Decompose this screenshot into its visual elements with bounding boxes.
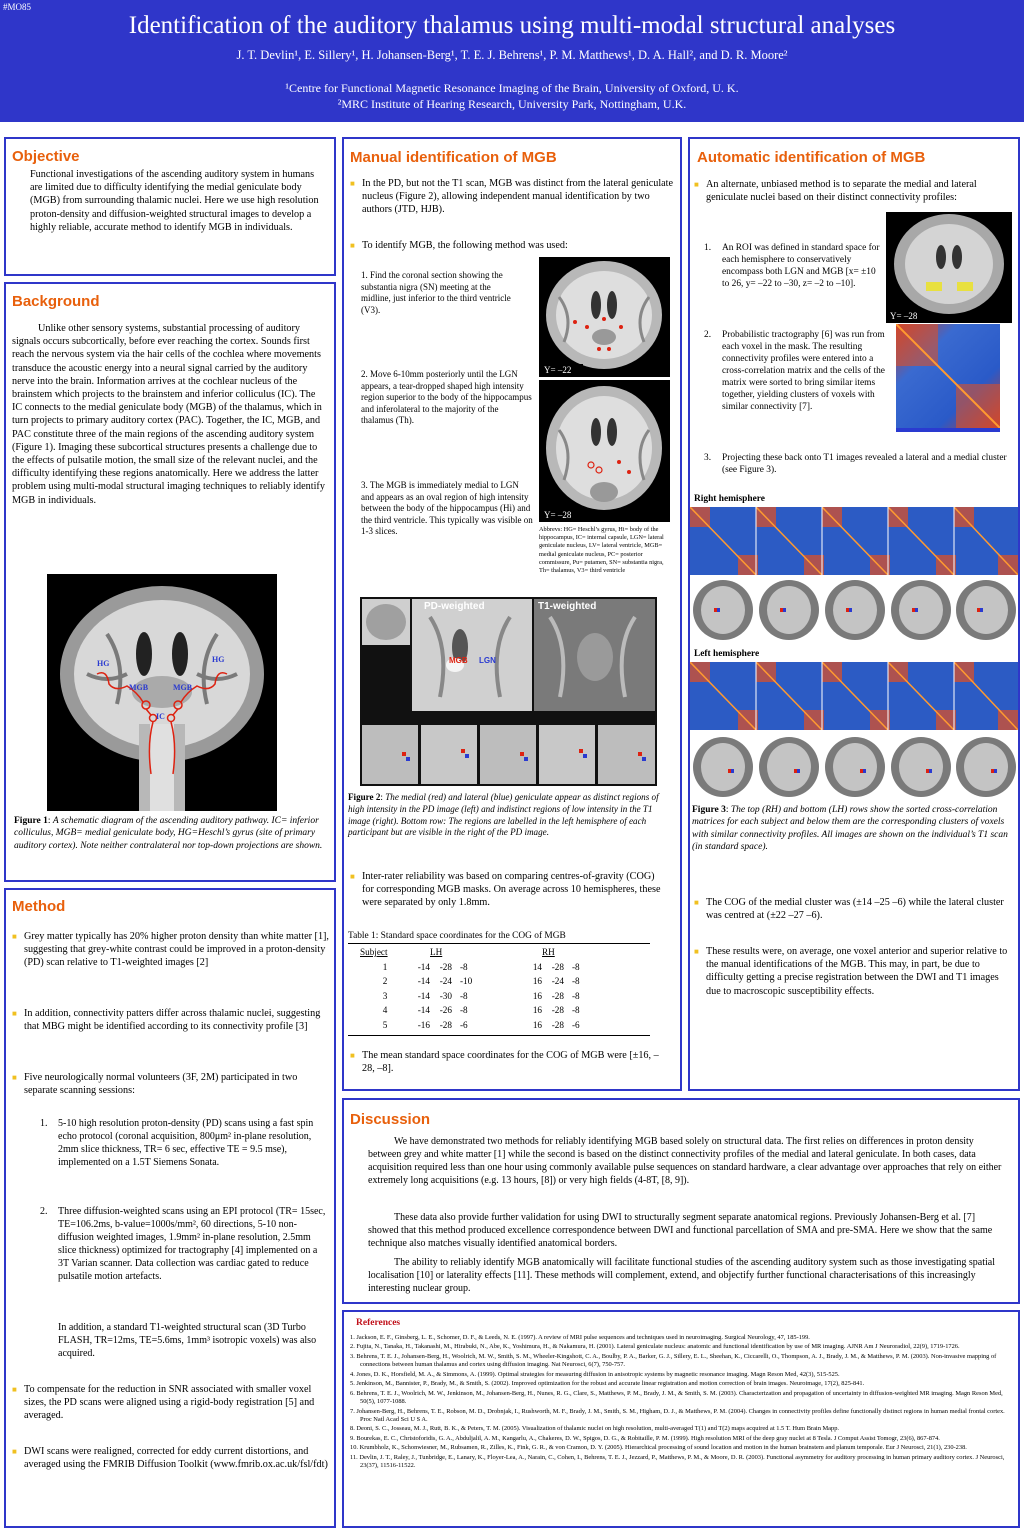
automatic-lh-label: Left hemisphere [694, 649, 760, 659]
affiliation-oxford: ¹Centre for Functional Magnetic Resonance Imaging of the Brain, University of Oxford, U. K. [285, 81, 739, 95]
fig1-label-ic: IC [156, 712, 165, 721]
automatic-correlation-matrix [896, 324, 1000, 432]
figure-2-caption-text: The medial (red) and lateral (blue) geniculate appear as distinct regions of high intensity in the PD image (left) and indistinct regions of low intensity in the T1 image (right). Bottom row: The regions are labelled in the left hemisphere of each participant but are visible in the right of the PD image. [348, 792, 659, 838]
fig2-t1-label: T1-weighted [538, 601, 597, 612]
discussion-title: Discussion [350, 1111, 431, 1128]
fig1-label-hg-left: HG [97, 659, 110, 668]
cog-cell-rh-y: -28 [551, 990, 564, 1001]
cog-cell-lh-z: -8 [460, 990, 468, 1001]
method-item-t1-scan: In addition, a standard T1-weighted structural scan (3D Turbo FLASH, TR=12ms, TE=5.6ms, 1mm³ isotropic voxels) was also acquired. [58, 1322, 317, 1359]
lh-matrices-row [690, 662, 1018, 730]
cog-table [360, 945, 620, 1032]
cog-cell-rh-x: 16 [532, 1005, 542, 1016]
manual-bullet-pd-distinct: ■ In the PD, but not the T1 scan, MGB was distinct from the lateral geniculate nucleus (Figure 2), allowing independent manual identification by two authors (JTD, HJB). [350, 177, 676, 217]
automatic-bullet-results: ■ These results were, on average, one voxel anterior and superior relative to the manual identifications of the MGB. This may, in part, be due to difficulty getting a precise registration between the DWI and T1 images due to macroscopic susceptibility effects. [694, 945, 1012, 998]
cog-cell-lh-x: -16 [417, 1019, 430, 1030]
automatic-step-2-text: Probabilistic tractography [6] was run from each voxel in the mask. The resulting connectivity profiles were entered into a cross-correlation matrix and the cells of the matrix were sorted to bring similar items together, yielding clusters of voxels with similar connectivity [7]. [722, 330, 885, 412]
cog-cell-rh-x: 16 [532, 990, 542, 1001]
automatic-title: Automatic identification of MGB [697, 149, 926, 166]
cog-cell-rh-y: -28 [551, 1019, 564, 1030]
references-list [350, 1334, 1014, 1472]
cog-cell-subject: 4 [382, 1005, 388, 1016]
table-1-bottom-rule [348, 1035, 650, 1036]
objective-title: Objective [12, 148, 80, 165]
method-bullet-pd: ■ Grey matter typically has 20% higher proton density than white matter [1], suggesting that grey-white contrast could be improved in a proton-density (PD) scan relative to T1-weighted images [2] [12, 930, 330, 970]
cog-table-row [360, 989, 620, 1004]
manual-slice-y22-label: Y= –22 [544, 365, 572, 375]
figure-1-caption-text: A schematic diagram of the ascending auditory pathway. IC= inferior colliculus, MGB= medial geniculate body, HG=Heschl’s gyrus (site of primary auditory cortex). Note neither contralateral nor top-down projections are shown. [14, 816, 323, 851]
method-title: Method [12, 898, 66, 915]
automatic-step-3-number: 3. [704, 453, 712, 463]
cog-cell-rh-z: -6 [572, 1019, 580, 1030]
cog-table-row [360, 974, 620, 989]
reference-item: 6. Behrens, T. E. J., Woolrich, M. W., Jenkinson, M., Johansen-Berg, H., Nunes, R. G., Clare, S., Matthews, P. M., Brady, J. M., & Smith, S. M. (2003). Characterization and propagation of uncertainty in diffusion-weighted MR imaging. Magn Reson Med, 50(5), 1077-1088. [350, 1389, 1003, 1406]
automatic-roi-image [886, 212, 1012, 323]
cog-cell-rh-x: 14 [532, 961, 542, 972]
manual-slice-y22-image [539, 257, 670, 377]
author-list: J. T. Devlin¹, E. Sillery¹, H. Johansen-Berg¹, T. E. J. Behrens¹, P. M. Matthews¹, D. A. Hall², and D. R. Moore² [236, 48, 788, 62]
cog-cell-rh-z: -8 [572, 976, 580, 987]
reference-item: 5. Jenkinson, M., Bannister, P., Brady, M., & Smith, S. (2002). Improved optimization for the robust and accurate linear registration and motion correction of brain images. Neuroimage, 17(2), 825-841. [350, 1380, 865, 1388]
background-title: Background [12, 293, 100, 310]
method-bullet-dwi-realign: ■ DWI scans were realigned, corrected for eddy current distortions, and averaged using the FMRIB Diffusion Toolkit (www.fmrib.ox.ac.uk/fsl/fdt) [12, 1445, 330, 1471]
reference-item: 11. Devlin, J. T., Raley, J., Tunbridge, E., Lanary, K., Floyer-Lea, A., Narain, C., Cohen, I., Behrens, T. E. J., Jezzard, P., Matthews, P. M., & Moore, D. R. (2003). Functional asymmetry for auditory processing in human primary auditory cortex. J Neurosci, 23(37), 11516-11522. [350, 1453, 1005, 1470]
cog-cell-lh-z: -10 [460, 976, 473, 987]
cog-cell-lh-z: -8 [460, 1005, 468, 1016]
figure-1-brain-image [47, 574, 277, 811]
cog-table-row [360, 1003, 620, 1018]
figure-1-caption-label: Figure 1 [14, 816, 48, 826]
cog-cell-rh-y: -28 [551, 1005, 564, 1016]
reference-item: 1. Jackson, E. F., Ginsberg, L. E., Schomer, D. F., & Leeds, N. E. (1997). A review of MRI pulse sequences and techniques used in neuroimaging. Surgical Neurology, 47, 185-199. [350, 1334, 810, 1341]
manual-step-3: 3. The MGB is immediately medial to LGN and appears as an oval region of high intensity between the body of the hippocampus (Hi) and the third ventricle. This typically was visible on 1-3 slices. [361, 480, 533, 536]
automatic-rh-label: Right hemisphere [694, 494, 765, 504]
cog-cell-subject: 1 [382, 961, 388, 972]
cog-cell-lh-x: -14 [417, 961, 430, 972]
method-bullet-connectivity: ■ In addition, connectivity patters differ across thalamic nuclei, suggesting that MBG might be identified according to its connectivity profile [3] [12, 1007, 330, 1033]
cog-table-row [360, 1018, 620, 1033]
fig2-pd-label: PD-weighted [424, 601, 485, 612]
reference-item: 7. Johansen-Berg, H., Behrens, T. E., Robson, M. D., Drobnjak, I., Rushworth, M. F., Brady, J. M., Smith, S. M., Higham, D. J., & Matthews, P. M. (2004). Changes in connectivity profiles define functionally distinct regions in human medial frontal cortex. Proc Natl Acad Sci U S A. [350, 1407, 1005, 1423]
rh-matrices-row [690, 507, 1018, 575]
method-bullet-registration: ■ To compensate for the reduction in SNR associated with smaller voxel sizes, the PD scans were aligned using a rigid-body registration [5] and averaged. [12, 1383, 330, 1423]
background-text: Unlike other sensory systems, substantial processing of auditory signals occurs subcortically, before ever reaching the cortex. Sounds first reach the nervous system via the hair cells of the cochlea where movements transduce the acoustic energy into a neural signal carried by the auditory nerve into the brain. Information arrives at the cochlear nucleus of the brainstem which projects to the brainstem and inferior colliculus (IC). The IC connects to the medial geniculate body (MGB) of the thalamus, which in turn projects to primary auditory cortex (PAC). Together, the IC, MGB, and PAC constitute three of the main regions of the ascending auditory system (Figure 1). Imaging these subcortical structures presents a challenge due to the effects of pulsatile motion, the small size of the relevant nuclei, and the difficulty identifying these regions anatomically. Here we address the latter problem using multi-modal structural imaging techniques to reliably identify MGB in individuals. [12, 323, 325, 506]
cog-cell-rh-y: -28 [551, 961, 564, 972]
poster-header [0, 0, 1024, 122]
figure-3-caption: Figure 3: The top (RH) and bottom (LH) rows show the sorted cross-correlation matrices for each subject and below them are the corresponding clusters of voxels with similar connectivity profiles. All images are shown on the individual’s T1 scan (in standard space). [692, 805, 1008, 853]
automatic-step-roi [704, 242, 884, 290]
figure-1-caption: Figure 1: A schematic diagram of the ascending auditory pathway. IC= inferior colliculus, MGB= medial geniculate body, HG=Heschl’s gyrus (site of primary auditory cortex). Note neither contralateral nor top-down projections are shown. [14, 816, 323, 851]
fig1-label-mgb-right: MGB [173, 683, 193, 692]
figure-3-caption-label: Figure 3 [692, 805, 726, 815]
manual-slice-y28-label: Y= –28 [544, 510, 572, 520]
method-item-1-number: 1. [40, 1118, 48, 1129]
table-1-caption: Table 1: Standard space coordinates for the COG of MGB [348, 931, 566, 941]
rh-brain-clusters-row [690, 578, 1018, 642]
automatic-step-1-text: An ROI was defined in standard space for each hemisphere to conservatively encompass both LGN and MGB [x= ±10 to 26, y= –22 to –30, z= –2 to –10]. [722, 243, 880, 289]
manual-abbreviations: Abbrevs: HG= Heschl’s gyrus, Hi= body of the hippocampus, IC= internal capsule, LGN= lateral geniculate nucleus, LV= lateral ventricle, MGB= medial geniculate nucleus, PC= posterior commissure, Pu= putamen, SN= substantia nigra, Th= thalamus, V3= third ventricle [539, 526, 664, 575]
cog-cell-rh-z: -8 [572, 961, 580, 972]
cog-cell-lh-y: -30 [439, 990, 452, 1001]
cog-cell-lh-y: -24 [439, 976, 452, 987]
automatic-bullet-cog: ■ The COG of the medial cluster was (±14 –25 –6) while the lateral cluster was centred at (±22 –27 –6). [694, 896, 1012, 922]
cog-table-header [360, 945, 620, 960]
cog-cell-lh-x: -14 [417, 990, 430, 1001]
fig1-label-hg-right: HG [212, 655, 225, 664]
fig2-mgb-label: MGB [449, 656, 468, 665]
fig2-bottom-row-thumbnails [362, 725, 655, 784]
cog-cell-subject: 2 [382, 976, 388, 987]
method-bullet-volunteers: ■ Five neurologically normal volunteers (3F, 2M) participated in two separate scanning sessions: [12, 1071, 330, 1097]
manual-title: Manual identification of MGB [350, 149, 557, 166]
manual-bullet-method: ■ To identify MGB, the following method was used: [350, 239, 676, 252]
reference-item: 4. Jones, D. K., Horsfield, M. A., & Simmons, A. (1999). Optimal strategies for measuring diffusion in anisotropic systems by magnetic resonance imaging. Magn Reson Med, 42(3), 515-525. [350, 1370, 840, 1378]
automatic-roi-label: Y= –28 [890, 311, 918, 321]
fig1-label-mgb-left: MGB [129, 683, 149, 692]
automatic-step-2-number: 2. [704, 330, 712, 340]
method-item-2-text: Three diffusion-weighted scans using an EPI protocol (TR= 15sec, TE=106.2ms, b-value=1000s/mm², 60 directions, 5-10 non-diffusion weighted images, 1.9mm² in-plane resolution, 2.5mm slice thickness) optimized for tractography [4] implemented on a 3T Varian scanner. Data collection was cardiac gated to reduce pulsatile motion artefacts. [58, 1206, 326, 1282]
cog-cell-lh-z: -6 [460, 1019, 468, 1030]
fig2-lgn-label: LGN [479, 656, 496, 665]
cog-cell-lh-y: -28 [439, 1019, 452, 1030]
references-title: References [356, 1318, 401, 1328]
cog-cell-rh-z: -8 [572, 1005, 580, 1016]
figure-2-caption-label: Figure 2 [348, 792, 381, 802]
automatic-step-tractography [704, 329, 886, 413]
figure-2-pd-t1-image [360, 597, 657, 786]
automatic-bullet-alternate: ■ An alternate, unbiased method is to separate the medial and lateral geniculate nuclei based on their distinct connectivity profiles: [694, 178, 1016, 204]
cog-table-row [360, 960, 620, 975]
cog-table-header-subject: Subject [360, 947, 388, 958]
poster-id: #MO85 [3, 2, 32, 12]
cog-cell-rh-y: -24 [551, 976, 564, 987]
figure-3-caption-text: The top (RH) and bottom (LH) rows show the sorted cross-correlation matrices for each subject and below them are the corresponding clusters of voxels with similar connectivity profiles. All images are shown on the individual’s T1 scan (in standard space). [692, 805, 1008, 853]
automatic-step-3-text: Projecting these back onto T1 images revealed a lateral and a medial cluster (see Figure 3). [722, 453, 1007, 475]
discussion-paragraph-1: We have demonstrated two methods for reliably identifying MGB based solely on structural data. The first relies on differences in proton density between grey and white matter [1] while the second is based on the distinct connectivity profiles of the medial and lateral geniculate. In both cases, data acquisition required less than one hour using commonly available pulse sequences on standard hardware, a clear advantage over approaches that rely on either extremely long acquisitions (e.g. 13 hours, [8]) or very high fields (4-8T, [8, 9]). [368, 1136, 1002, 1186]
cog-cell-subject: 3 [382, 990, 388, 1001]
method-item-pd-scan [40, 1117, 328, 1169]
cog-cell-subject: 5 [382, 1019, 388, 1030]
method-item-2-number: 2. [40, 1206, 48, 1217]
cog-cell-lh-x: -14 [417, 976, 430, 987]
manual-step-1: 1. Find the coronal section showing the substantia nigra (SN) meeting at the midline, just inferior to the third ventricle (V3). [361, 270, 511, 315]
automatic-step-projection [704, 452, 1010, 476]
reference-item: 8. Deoni, S. C., Josseau, M. J., Rutt, B. K., & Peters, T. M. (2005). Visualization of thalamic nuclei on high resolution, multi-averaged T(1) and T(2) maps acquired at 1.5 T. Hum Brain Mapp. [350, 1425, 840, 1433]
method-item-1-text: 5-10 high resolution proton-density (PD) scans using a fast spin echo protocol (coronal acquisition, 800μm² in-plane resolution, 2mm slice thickness, TR= 6 sec, effective TE = 9.5 mse), implemented on a 1.5T Siemens Sonata. [58, 1118, 314, 1168]
cog-cell-rh-x: 16 [532, 1019, 542, 1030]
cog-cell-rh-z: -8 [572, 990, 580, 1001]
cog-cell-lh-y: -28 [439, 961, 452, 972]
cog-table-header-rh: RH [542, 947, 555, 958]
objective-text: Functional investigations of the ascending auditory system in humans are limited due to difficulty identifying the medial geniculate body (MGB) from surrounding thalamic nuclei. Here we use high resolution proton-density and diffusion-weighted structural images to develop a highly reliable, accurate method to identify MGB in individuals. [30, 169, 319, 233]
lh-brain-clusters-row [690, 735, 1018, 799]
cog-cell-rh-x: 16 [532, 976, 542, 987]
reference-item: 3. Behrens, T. E. J., Johansen-Berg, H., Woolrich, M. W., Smith, S. M., Wheeler-Kingshott, C. A., Boulby, P. A., Barker, G. J., Sillery, E. L., Sheehan, K., Ciccarelli, O., Thompson, A. J., Brady, J. M., & Matthews, P. M. (2003). Non-invasive mapping of connections between human thalamus and cortex using diffusion imaging. Nat Neurosci, 6(7), 750-757. [350, 1352, 997, 1369]
reference-item: 10. Krumbholz, K., Schonwiesner, M., Rubsamen, R., Zilles, K., Fink, G. R., & von Cramon, D. Y. (2005). Hierarchical processing of sound location and motion in the human brainstem and planum temporale. Eur J Neurosci, 21(1), 230-238. [350, 1444, 967, 1452]
method-item-dwi-scan [40, 1205, 328, 1283]
manual-bullet-mean-cog: ■ The mean standard space coordinates for the COG of MGB were [±16, –28, –8]. [350, 1049, 660, 1075]
cog-cell-lh-z: -8 [460, 961, 468, 972]
cog-cell-lh-x: -14 [417, 1005, 430, 1016]
reference-item: 9. Bourekas, E. C., Christoforidis, G. A., Abduljalil, A. M., Kangarlu, A., Chakeres, D. W., Spigos, D. G., & Robitaille, P. M. (1999). High resolution MRI of the deep gray nuclei at 8 Tesla. J Comput Assist Tomogr, 23(6), 867-874. [350, 1434, 940, 1442]
cog-cell-lh-y: -26 [439, 1005, 452, 1016]
manual-slice-y28-image [539, 380, 670, 522]
automatic-step-1-number: 1. [704, 243, 712, 253]
cog-table-header-lh: LH [430, 947, 443, 958]
cog-table-body [360, 960, 620, 1033]
discussion-paragraph-2: These data also provide further validation for using DWI to structurally segment separate anatomical regions. Previously Johansen-Berg et al. [7] showed that this method produced excellence correspondence between DWI and functional parcellation of SMA and pre-SMA. Here we show that the same technique also matches visually identified anatomical borders. [368, 1212, 993, 1249]
reference-item: 2. Fujita, N., Tanaka, H., Takanashi, M., Hirabuki, N., Abe, K., Yoshimura, H., & Nakamura, H. (2001). Lateral geniculate nucleus: anatomic and functional identification by use of MR imaging. AJNR Am J Neuroradiol, 22(9), 1719-1726. [350, 1343, 960, 1351]
manual-bullet-reliability: ■ Inter-rater reliability was based on comparing centres-of-gravity (COG) for corresponding MGB masks. On average across 10 hemispheres, these were separated by only 1.8mm. [350, 870, 668, 910]
manual-step-2: 2. Move 6-10mm posteriorly until the LGN appears, a tear-dropped shaped high intensity region superior to the body of the hippocampus and inferolateral to the majority of the thalamus (Th). [361, 369, 532, 425]
affiliation-nottingham: ²MRC Institute of Hearing Research, University Park, Nottingham, U.K. [337, 97, 687, 111]
discussion-paragraph-3: The ability to reliably identify MGB anatomically will facilitate functional studies of the ascending auditory system such as those investigating spatial localisation [10] or laterality effects [11]. These methods will complement, extend, and objectify further functional characterisations of this increasingly interesting nuclear group. [368, 1257, 995, 1294]
poster-title: Identification of the auditory thalamus using multi-modal structural analyses [128, 12, 896, 39]
table-1-top-rule [348, 943, 650, 944]
figure-2-caption: Figure 2: The medial (red) and lateral (blue) geniculate appear as distinct regions of high intensity in the PD image (left) and indistinct regions of low intensity in the T1 image (right). Bottom row: The regions are labelled in the left hemisphere of each participant but are visible in the right of the PD image. [348, 792, 659, 838]
